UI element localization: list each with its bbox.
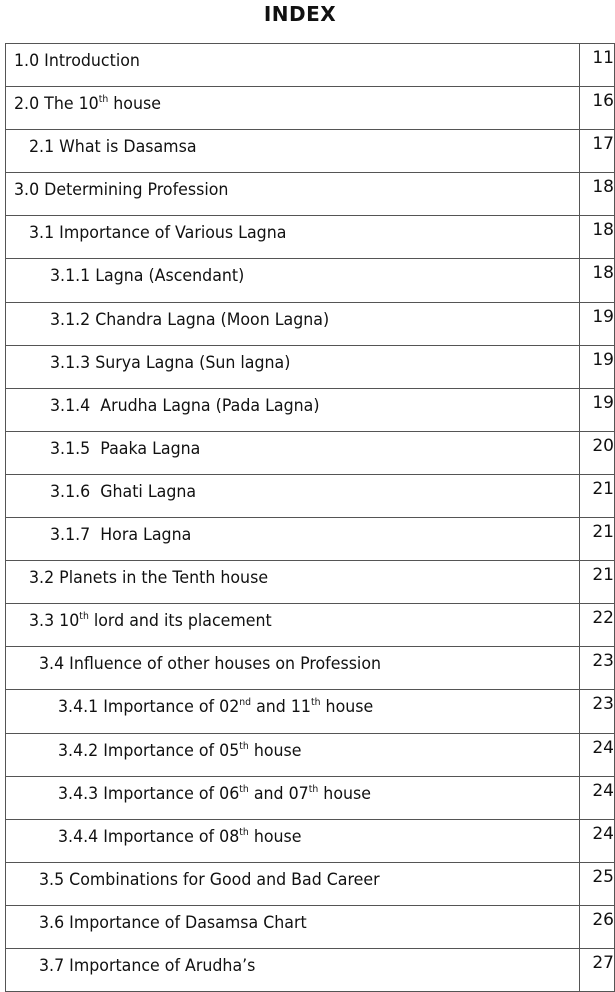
index-row (6, 819, 615, 862)
page-number: 24 (580, 819, 615, 862)
index-entry-title (6, 44, 580, 87)
index-row (6, 259, 615, 302)
entry-text (58, 690, 373, 716)
index-entry-title (6, 647, 580, 690)
superscript: nd (239, 697, 252, 709)
text-segment: house (248, 740, 302, 761)
index-entry-title (6, 518, 580, 561)
superscript: th (79, 611, 89, 623)
page-number: 18 (580, 173, 615, 216)
text-segment: house (320, 697, 374, 718)
entry-text (50, 432, 200, 458)
entry-text (39, 906, 307, 932)
page-number: 24 (580, 733, 615, 776)
index-row (6, 130, 615, 173)
text-segment: 3.1.2 Chandra Lagna (Moon Lagna) (50, 309, 330, 330)
index-row (6, 216, 615, 259)
entry-text (50, 259, 244, 285)
page-number: 21 (580, 474, 615, 517)
text-segment: lord and its placement (88, 611, 272, 632)
text-segment: house (248, 826, 302, 847)
text-segment: 3.5 Combinations for Good and Bad Career (39, 869, 380, 890)
text-segment: 3.7 Importance of Arudha’s (39, 955, 256, 976)
index-row (6, 431, 615, 474)
text-segment: house (318, 783, 371, 804)
superscript: th (308, 783, 319, 795)
entry-text (29, 604, 272, 630)
index-entry-title (6, 474, 580, 517)
text-segment: 3.0 Determining Profession (14, 180, 229, 201)
page-number: 18 (580, 216, 615, 259)
text-segment: 3.1.4 Arudha Lagna (Pada Lagna) (50, 395, 320, 416)
page-number: 19 (580, 388, 615, 431)
text-segment: 3.4 Influence of other houses on Profession (39, 654, 382, 675)
text-segment: 3.2 Planets in the Tenth house (29, 568, 269, 589)
text-segment: and 07 (248, 783, 309, 804)
page-number: 27 (580, 948, 615, 991)
text-segment: 3.4.1 Importance of 02 (58, 697, 240, 718)
entry-text (29, 130, 197, 156)
index-entry-title (6, 905, 580, 948)
entry-text (39, 863, 380, 889)
text-segment: 3.4.4 Importance of 08 (58, 826, 240, 847)
index-row (6, 474, 615, 517)
text-segment: 2.1 What is Dasamsa (29, 137, 197, 158)
index-row (6, 302, 615, 345)
index-entry-title (6, 690, 580, 733)
index-entry-title (6, 87, 580, 130)
entry-text (58, 734, 302, 760)
page-number: 17 (580, 130, 615, 173)
index-entry-title (6, 216, 580, 259)
page-number: 18 (580, 259, 615, 302)
entry-text (29, 216, 286, 242)
page-number: 23 (580, 690, 615, 733)
index-entry-title (6, 130, 580, 173)
index-row (6, 647, 615, 690)
index-row (6, 604, 615, 647)
entry-text (50, 389, 319, 415)
superscript: th (98, 94, 109, 106)
entry-text (50, 303, 329, 329)
entry-text (58, 820, 302, 846)
text-segment: and 11 (251, 697, 311, 718)
superscript: th (310, 697, 321, 709)
entry-text (14, 87, 161, 113)
index-entry-title (6, 776, 580, 819)
entry-text (58, 777, 371, 803)
superscript: th (239, 740, 249, 752)
text-segment: 3.1 Importance of Various Lagna (29, 223, 287, 244)
index-entry-title (6, 345, 580, 388)
page-number: 20 (580, 431, 615, 474)
index-entry-title (6, 604, 580, 647)
text-segment: 1.0 Introduction (14, 51, 140, 71)
page-title: INDEX (263, 2, 337, 26)
entry-text (39, 647, 381, 673)
page-number: 25 (580, 862, 615, 905)
text-segment: 3.1.7 Hora Lagna (50, 525, 192, 546)
index-entry-title (6, 173, 580, 216)
page-number: 21 (580, 561, 615, 604)
index-row (6, 690, 615, 733)
index-row (6, 44, 615, 87)
text-segment: 3.4.3 Importance of 06 (58, 783, 240, 804)
index-entry-title (6, 561, 580, 604)
entry-text (50, 346, 290, 372)
index-entry-title (6, 733, 580, 776)
superscript: th (239, 826, 249, 838)
page-number: 22 (580, 604, 615, 647)
index-row (6, 87, 615, 130)
index-entry-title (6, 819, 580, 862)
superscript: th (239, 783, 249, 795)
index-table (5, 43, 615, 992)
entry-text (50, 518, 191, 544)
index-row (6, 173, 615, 216)
entry-text (14, 44, 140, 70)
index-row (6, 345, 615, 388)
entry-text (14, 173, 228, 199)
text-segment: 3.1.6 Ghati Lagna (50, 481, 197, 502)
text-segment: 3.1.5 Paaka Lagna (50, 438, 201, 459)
index-row (6, 776, 615, 819)
index-row (6, 388, 615, 431)
text-segment: 3.1.1 Lagna (Ascendant) (50, 266, 245, 287)
page-number: 26 (580, 905, 615, 948)
index-row (6, 948, 615, 991)
index-row (6, 518, 615, 561)
text-segment: house (108, 94, 161, 115)
entry-text (50, 475, 196, 501)
page-number: 16 (580, 87, 615, 130)
page-number: 24 (580, 776, 615, 819)
index-row (6, 561, 615, 604)
index-entry-title (6, 302, 580, 345)
text-segment: 2.0 The 10 (14, 94, 99, 115)
page-number: 19 (580, 302, 615, 345)
index-entry-title (6, 431, 580, 474)
index-entry-title (6, 388, 580, 431)
text-segment: 3.3 10 (29, 611, 80, 632)
page-number: 21 (580, 518, 615, 561)
index-entry-title (6, 948, 580, 991)
index-row (6, 905, 615, 948)
page-number: 23 (580, 647, 615, 690)
page-number: 11 (580, 44, 615, 87)
index-entry-title (6, 862, 580, 905)
index-row (6, 733, 615, 776)
index-entry-title (6, 259, 580, 302)
entry-text (29, 561, 268, 587)
index-row (6, 862, 615, 905)
text-segment: 3.4.2 Importance of 05 (58, 740, 240, 761)
text-segment: 3.1.3 Surya Lagna (Sun lagna) (50, 352, 291, 373)
text-segment: 3.6 Importance of Dasamsa Chart (39, 912, 307, 933)
page-number: 19 (580, 345, 615, 388)
entry-text (39, 949, 255, 975)
